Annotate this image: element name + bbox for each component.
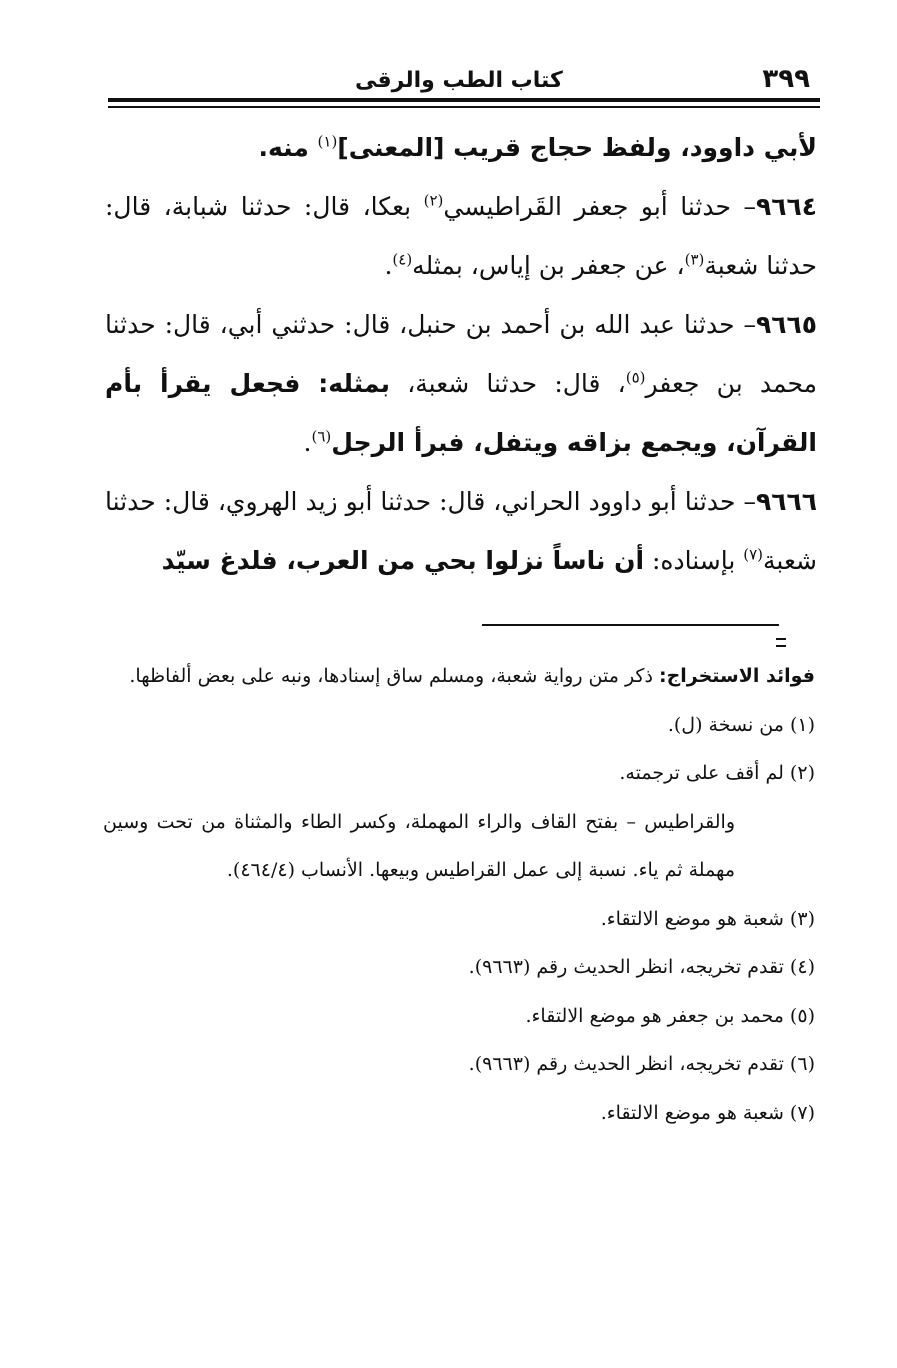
footnote-ref: (٧) [743,545,764,564]
footnote-separator [482,624,779,626]
footnote-ref: (١) [317,132,338,151]
book-title: كتاب الطب والرقى [355,68,563,93]
footnote-ref: (٦) [311,427,332,446]
footnote-4: (٤) تقدم تخريجه، انظر الحديث رقم (٩٦٦٣). [468,956,815,978]
hadith-9664: ٩٦٦٤– حدثنا أبو جعفر القَراطيسي$^{(٢)}$ بعكا، قال: حدثنا شبابة، قال: حدثنا شعبة$^{(٣)}$، عن جعفر بن إياس، بمثله$^{(٤)}$. [105,191,817,280]
footnotes [103,652,815,1137]
footnote-6: (٦) تقدم تخريجه، انظر الحديث رقم (٩٦٦٣). [468,1053,815,1075]
footnote-5: (٥) محمد بن جعفر هو موضع الالتقاء. [525,1004,815,1027]
footnote-7: (٧) شعبة هو موضع الالتقاء. [600,1101,815,1124]
page-number: ٣٩٩ [762,64,810,94]
hadith-number: ٩٦٦٥ [755,310,817,339]
hadith-9666: ٩٦٦٦– حدثنا أبو داوود الحراني، قال: حدثنا أبو زيد الهروي، قال: حدثنا شعبة$^{(٧)}$ بإسناده: أن ناساً نزلوا بحي من العرب، فلدغ سيّد [105,487,817,575]
footnote-2-continuation: والقراطيس – بفتح القاف والراء المهملة، وكسر الطاء والمثناة من تحت وسين مهملة ثم ياء. نسبة إلى عمل القراطيس وبيعها. الأنساب (٤٦٤/٤). [103,810,735,881]
hadith-9665: ٩٦٦٥– حدثنا عبد الله بن أحمد بن حنبل، قال: حدثني أبي، قال: حدثنا محمد بن جعفر$^{(٥)}$، قال: حدثنا شعبة، بمثله: فجعل يقرأ بأم القرآن، ويجمع بزاقه ويتفل، فبرأ الرجل$^{(٦)}$. [105,310,817,457]
footnote-2: (٢) لم أقف على ترجمته. [619,762,815,784]
footnote-benefit: فوائد الاستخراج: ذكر متن رواية شعبة، ومسلم ساق إسنادها، ونبه على بعض ألفاظها. [129,665,815,687]
main-text [105,118,817,590]
footnote-ref: (٣) [684,250,705,269]
paragraph-continuation: لأبي داوود، ولفظ حجاج قريب [المعنى]$^{(١)}$ منه. [258,132,817,162]
footnote-3: (٣) شعبة هو موضع الالتقاء. [600,907,815,930]
running-header [105,62,820,102]
header-rule-thick [108,98,820,102]
hadith-number: ٩٦٦٤ [755,192,817,221]
footnote-ref: (٥) [625,368,646,387]
footnote-ref: (٢) [423,191,444,210]
continuation-mark [776,638,786,647]
footnote-1: (١) من نسخة (ل). [667,713,815,736]
hadith-number: ٩٦٦٦ [755,487,817,516]
footnote-ref: (٤) [392,250,413,269]
header-rule-thin [108,106,820,108]
